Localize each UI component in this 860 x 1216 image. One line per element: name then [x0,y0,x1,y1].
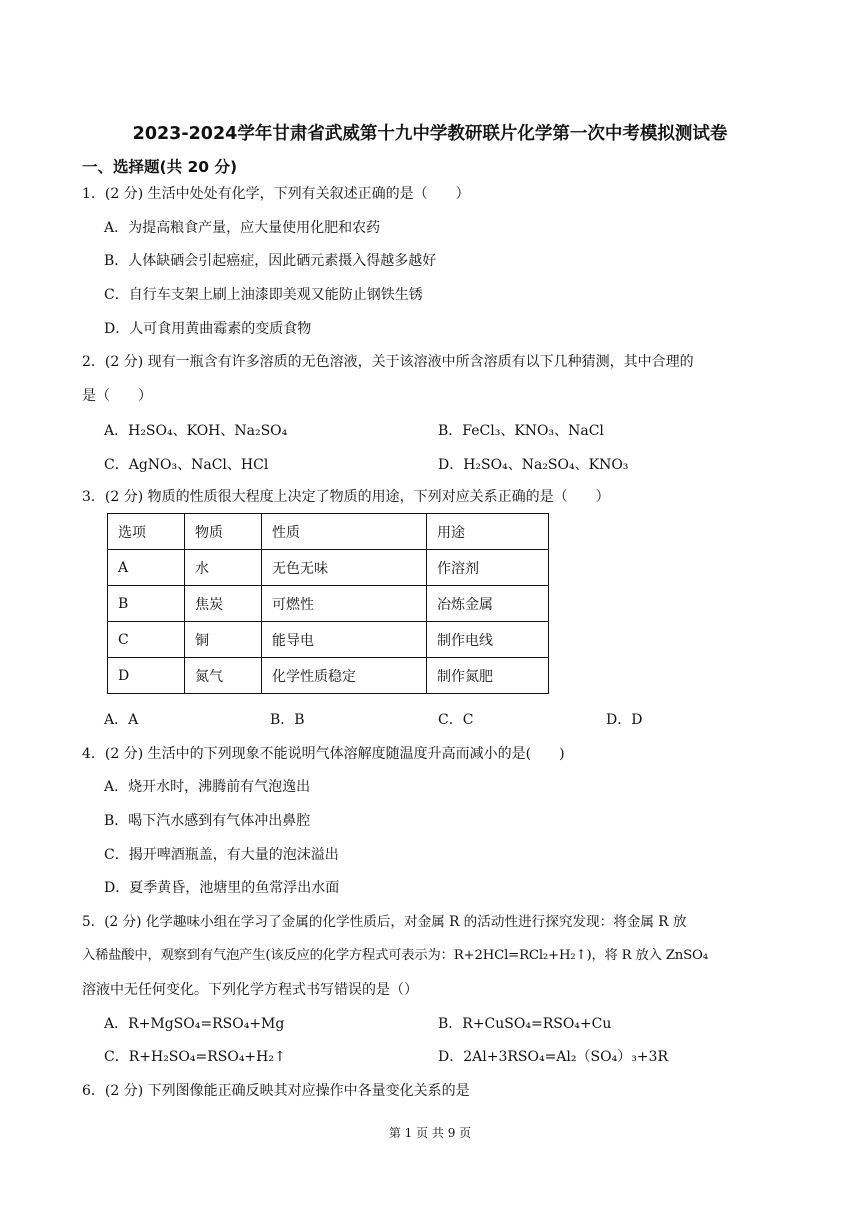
table-row [108,622,549,658]
section-heading: 一、选择题(共 20 分) [82,158,238,176]
question-5-stem-line3: 溶液中无任何变化。下列化学方程式书写错误的是（） [82,982,418,998]
question-3-option-a: A．A [104,712,139,728]
question-3-option-d: D．D [606,712,643,728]
question-5-option-d: D．2Al+3RSO₄=Al₂（SO₄）₃+3R [438,1049,668,1065]
page-title: 2023-2024学年甘肃省武威第十九中学教研联片化学第一次中考模拟测试卷 [132,124,728,144]
table-row [108,550,549,586]
question-3-table [107,513,549,694]
table-cell: 冶炼金属 [427,586,549,622]
table-header-cell: 性质 [262,514,427,550]
question-4-option-a: A．烧开水时，沸腾前有气泡逸出 [104,779,311,795]
question-1-option-b: B．人体缺硒会引起癌症，因此硒元素摄入得越多越好 [104,253,437,269]
table-cell: 水 [185,550,262,586]
question-1-option-d: D．人可食用黄曲霉素的变质食物 [104,321,312,337]
table-cell: A [108,550,185,586]
question-5-option-c: C．R+H₂SO₄=RSO₄+H₂↑ [104,1049,286,1065]
table-cell: 制作电线 [427,622,549,658]
table-header-row [108,514,549,550]
table-cell: 化学性质稳定 [262,658,427,694]
question-4-stem: 4．(2 分) 生活中的下列现象不能说明气体溶解度随温度升高而减小的是( ) [82,746,565,762]
question-3-option-b: B．B [270,712,305,728]
table-header-cell: 选项 [108,514,185,550]
question-4-option-b: B．喝下汽水感到有气体冲出鼻腔 [104,813,311,829]
table-cell: 焦炭 [185,586,262,622]
question-2-stem-line2: 是（ ） [82,388,152,404]
question-2-option-b: B．FeCl₃、KNO₃、NaCl [438,423,604,439]
table-cell: 能导电 [262,622,427,658]
question-4-option-c: C．揭开啤酒瓶盖，有大量的泡沫溢出 [104,847,339,863]
table-cell: B [108,586,185,622]
table-cell: 作溶剂 [427,550,549,586]
question-3-option-c: C．C [438,712,474,728]
page-number-footer: 第 1 页 共 9 页 [388,1126,472,1140]
question-1-stem: 1．(2 分) 生活中处处有化学，下列有关叙述正确的是（ ） [82,186,470,202]
question-2-option-d: D．H₂SO₄、Na₂SO₄、KNO₃ [438,457,629,473]
table-cell: 无色无味 [262,550,427,586]
question-2-option-a: A．H₂SO₄、KOH、Na₂SO₄ [104,423,288,439]
question-4-option-d: D．夏季黄昏，池塘里的鱼常浮出水面 [104,880,340,896]
table-row [108,658,549,694]
table-cell: D [108,658,185,694]
question-5-stem-line1: 5．(2 分) 化学趣味小组在学习了金属的化学性质后，对金属 R 的活动性进行探究发现：将金属 R 放 [82,914,687,930]
question-6-stem: 6．(2 分) 下列图像能正确反映其对应操作中各量变化关系的是 [82,1083,470,1099]
question-2-stem-line1: 2．(2 分) 现有一瓶含有许多溶质的无色溶液，关于该溶液中所含溶质有以下几种猜测，其中合理的 [82,354,694,370]
table-header-cell: 用途 [427,514,549,550]
table-cell: 氮气 [185,658,262,694]
question-1-option-c: C．自行车支架上刷上油漆即美观又能防止钢铁生锈 [104,287,423,303]
question-5-option-a: A．R+MgSO₄=RSO₄+Mg [104,1016,285,1032]
question-1-option-a: A．为提高粮食产量，应大量使用化肥和农药 [104,220,381,236]
table-cell: C [108,622,185,658]
question-2-option-c: C．AgNO₃、NaCl、HCl [104,457,269,473]
question-3-stem: 3．(2 分) 物质的性质很大程度上决定了物质的用途，下列对应关系正确的是（ ） [82,489,610,505]
question-5-stem-line2: 入稀盐酸中，观察到有气泡产生(该反应的化学方程式可表示为：R+2HCl=RCl₂+H₂↑)，将 R 放入 ZnSO₄ [82,948,708,963]
table-cell: 可燃性 [262,586,427,622]
table-row [108,586,549,622]
table-header-cell: 物质 [185,514,262,550]
question-5-option-b: B．R+CuSO₄=RSO₄+Cu [438,1016,612,1032]
table-cell: 铜 [185,622,262,658]
table-cell: 制作氮肥 [427,658,549,694]
